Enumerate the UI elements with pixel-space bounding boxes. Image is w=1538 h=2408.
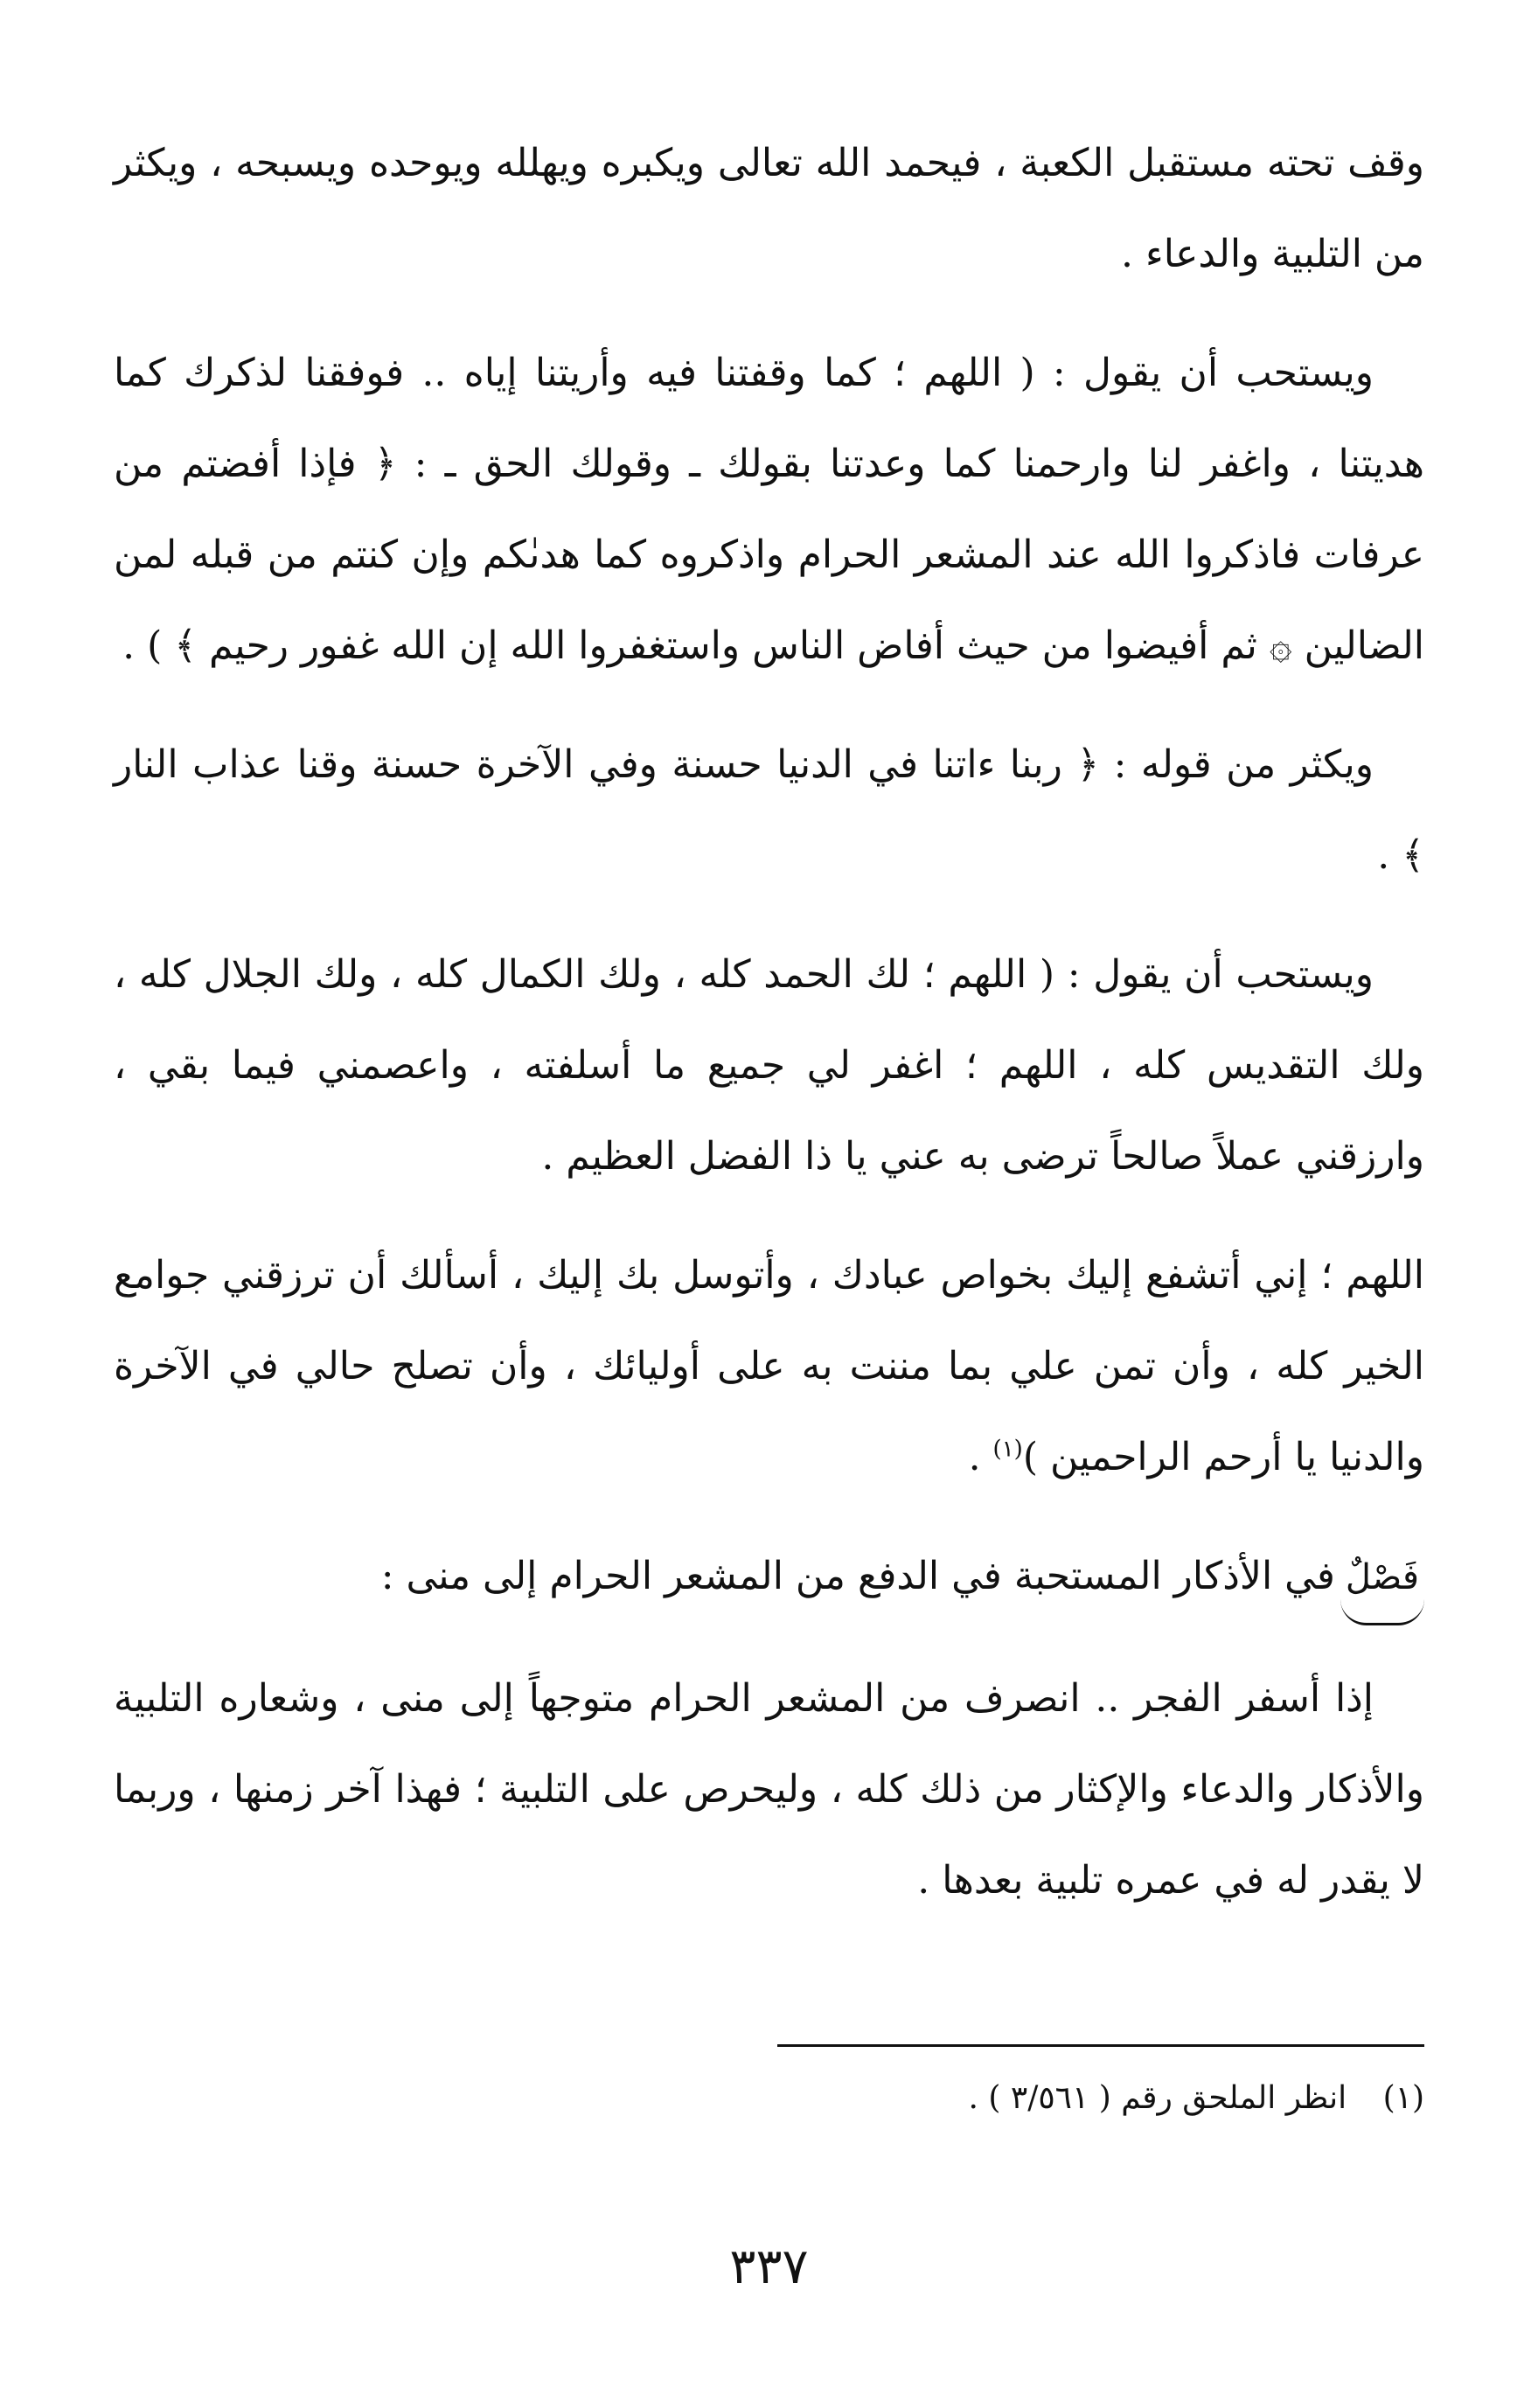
- paragraph-1: وقف تحته مستقبل الكعبة ، فيحمد الله تعالى ويكبره ويهلله ويوحده ويسبحه ، ويكثر من التلبية والدعاء .: [114, 141, 1424, 276]
- footnote: [114, 2072, 1424, 2125]
- section-heading: [114, 1531, 1424, 1625]
- main-text: [114, 118, 1424, 1954]
- page-number: ٣٣٧: [729, 2238, 809, 2295]
- paragraph-3: ويكثر من قوله : ﴿ ربنا ءاتنا في الدنيا حسنة وفي الآخرة حسنة وقنا عذاب النار ﴾ .: [114, 742, 1424, 878]
- footnote-reference: (١): [992, 1436, 1023, 1463]
- paragraph-4: ويستحب أن يقول : ( اللهم ؛ لك الحمد كله ، ولك الكمال كله ، ولك الجلال كله ، ولك التقديس كله ، اللهم ؛ اغفر لي جميع ما أسلفته ، واعصمني فيما بقي ، وارزقني عملاً صالحاً ترضى به عني يا ذا الفضل العظيم .: [114, 952, 1424, 1179]
- footnote-divider: [777, 2044, 1424, 2047]
- prayer-tail: .: [968, 1435, 993, 1479]
- section-mark: فَصْلٌ: [1340, 1532, 1424, 1625]
- prayer-text: اللهم ؛ إني أتشفع إليك بخواص عبادك ، وأتوسل بك إليك ، أسألك أن ترزقني جوامع الخير كله ، وأن تمن علي بما مننت به على أوليائك ، وأن تصلح حالي في الآخرة والدنيا يا أرحم الراحمين ): [114, 1253, 1424, 1479]
- paragraph-6: إذا أسفر الفجر .. انصرف من المشعر الحرام متوجهاً إلى منى ، وشعاره التلبية والأذكار والدعاء والإكثار من ذلك كله ، وليحرص على التلبية ؛ فهذا آخر زمنها ، وربما لا يقدر له في عمره تلبية بعدها .: [114, 1676, 1424, 1903]
- footnote-text: انظر الملحق رقم ( ٣/٥٦١ ) .: [968, 2080, 1347, 2116]
- paragraph-2: ويستحب أن يقول : ( اللهم ؛ كما وقفتنا فيه وأريتنا إياه .. فوفقنا لذكرك كما هديتنا ، واغفر لنا وارحمنا كما وعدتنا بقولك ـ وقولك الحق ـ : ﴿ فإذا أفضتم من عرفات فاذكروا الله عند المشعر الحرام واذكروه كما هدىٰكم وإن كنتم من قبله لمن الضالين ۞ ثم أفيضوا من حيث أفاض الناس واستغفروا الله إن الله غفور رحيم ﴾ ) .: [114, 351, 1424, 668]
- footnote-number: (١): [1382, 2080, 1424, 2116]
- section-title: في الأذكار المستحبة في الدفع من المشعر الحرام إلى منى :: [380, 1554, 1335, 1598]
- paragraph-5: [114, 1230, 1424, 1503]
